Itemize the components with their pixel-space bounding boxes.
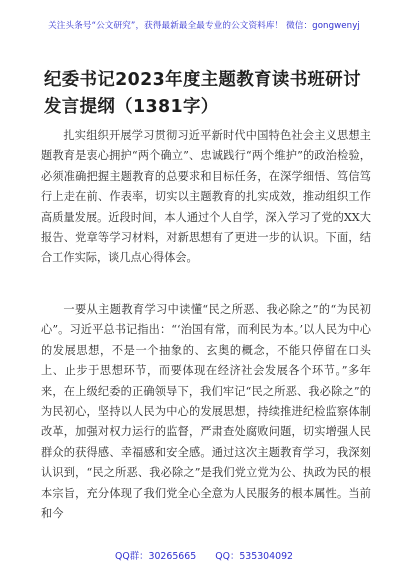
paragraph-first-point xyxy=(41,300,371,524)
paragraph-text: 扎实组织开展学习贯彻习近平新时代中国特色社会主义思想主题教育是衷心拥护“两个确立”、忠诚践行“两个维护”的政治检验，必须准确把握主题教育的总要求和目标任务，在深学细悟、笃信笃行上走在前、作表率，切实以主题教育的扎实成效，推动组织工作高质量发展。近段时间，本人通过个人自学，深入学习了党的XX大报告、党章等学习材料，对新思想有了更进一步的认识。下面，结合工作实际，谈几点心得体会。 xyxy=(41,129,371,265)
footer-qq: QQ：535304092 xyxy=(215,551,294,562)
header-banner: 关注头条号“公文研究”，获得最新最全最专业的公文资料库！ 微信：gongwenyj xyxy=(48,21,360,31)
paragraph-text: 一要从主题教育学习中读懂“民之所恶、我必除之”的“为民初心”。习近平总书记指出：“‘治国有常，而利民为本。’以人民为中心的发展思想，不是一个抽象的、玄奥的概念，不能只停留在口头上、止步于思想环节，而要体现在经济社会发展各个环节。”多年来，在上级纪委的正确领导下，我们牢记“民之所恶、我必除之”的为民初心，坚持以人民为中心的发展思想，持续推进纪检监察体制改革，加强对权力运行的监督，严肃查处腐败问题，切实增强人民群众的获得感、幸福感和安全感。通过这次主题教育学习，我深刻认识到，“民之所恶、我必除之”是我们党立党为公、执政为民的根本宗旨，充分体现了我们党全心全意为人民服务的根本属性。当前和今 xyxy=(41,303,371,521)
footer-qq-group: QQ群：30265665 xyxy=(114,551,197,562)
footer-contact xyxy=(0,548,408,562)
paragraph-intro xyxy=(41,126,371,269)
document-title: 纪委书记2023年度主题教育读书班研讨发言提纲（1381字） xyxy=(44,70,361,117)
